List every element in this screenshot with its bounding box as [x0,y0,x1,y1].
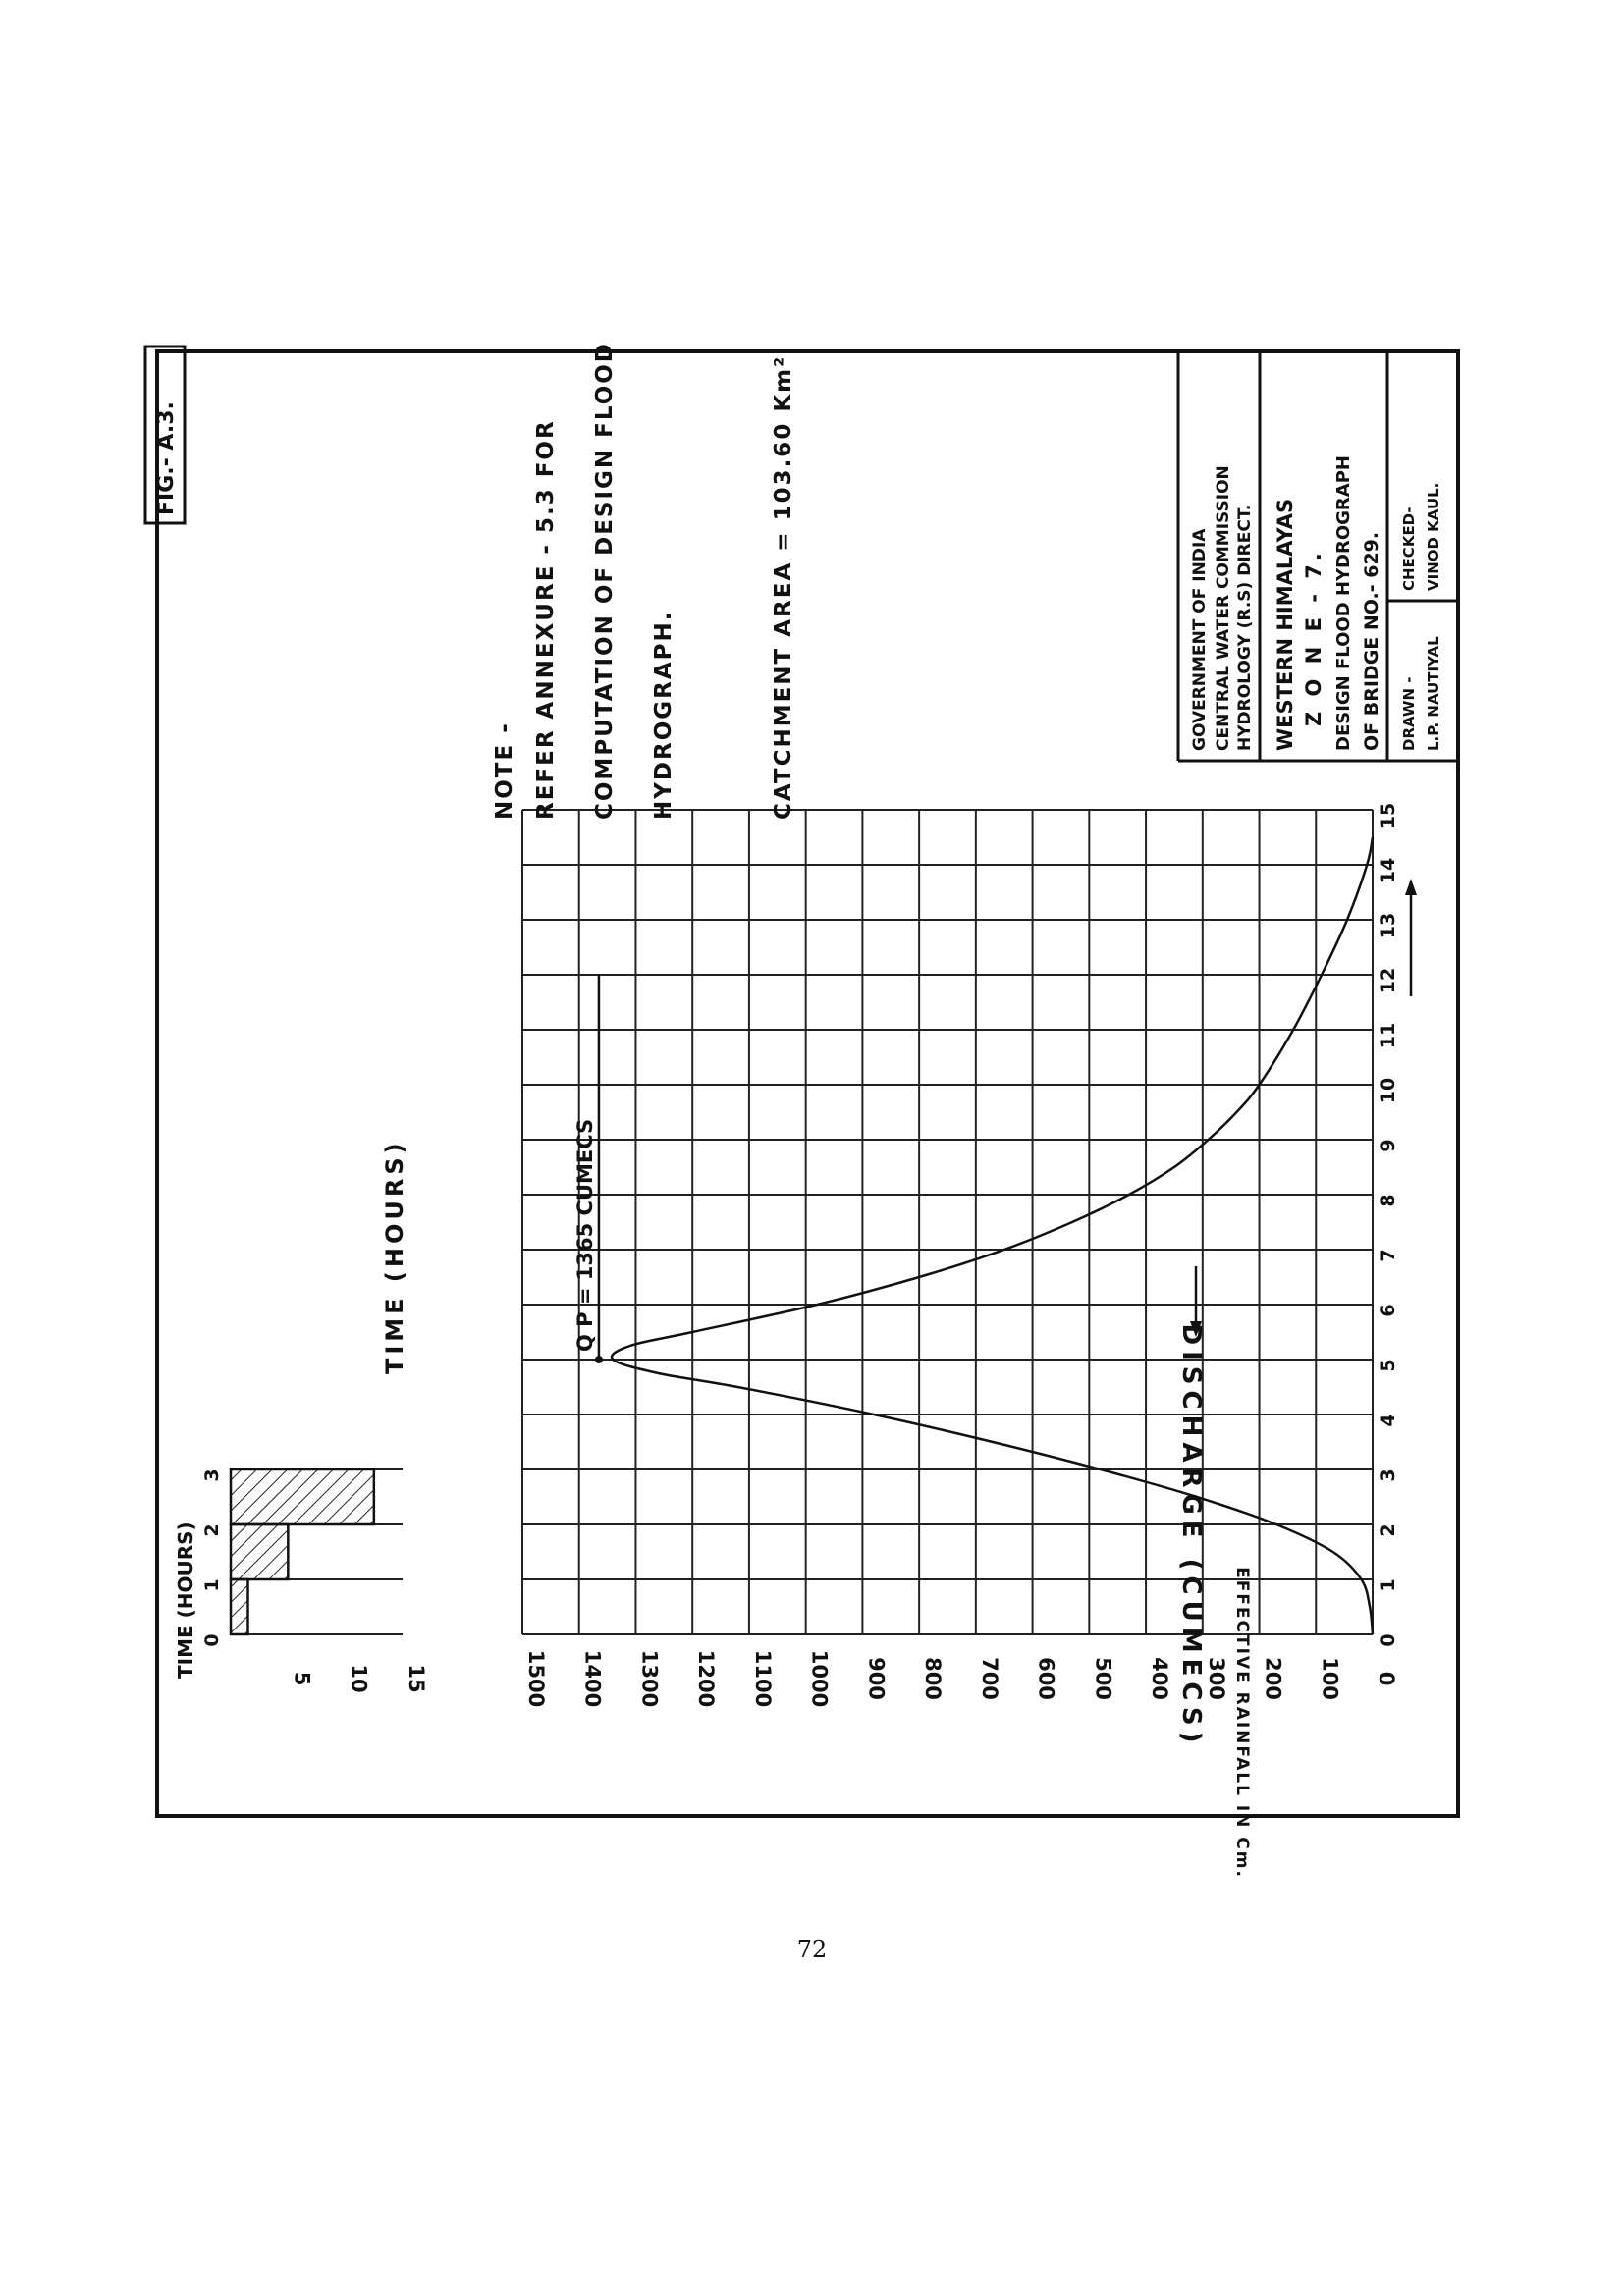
x-axis-title: TIME (HOURS) [381,1139,408,1374]
rainfall-axis-title: EFFECTIVE RAINFALL IN Cm. [1232,1567,1252,1879]
y-tick-label: 1200 [694,1649,719,1708]
catchment-area: CATCHMENT AREA = 103.60 Km² [771,354,796,820]
note-line-3: HYDROGRAPH. [651,610,677,820]
note-block [492,342,796,820]
x-tick-label: 7 [1378,1249,1399,1262]
y-tick-label: 800 [921,1657,946,1700]
rainfall-time-title: TIME (HOURS) [174,1522,197,1679]
x-tick-label: 11 [1378,1022,1399,1049]
x-tick-label: 14 [1378,857,1399,884]
org-commission: CENTRAL WATER COMMISSION [1214,465,1233,751]
rain-value-tick-label: 5 [290,1671,314,1686]
peak-annotation [573,975,603,1363]
rain-time-tick-label: 3 [201,1468,223,1482]
x-tick-label: 4 [1378,1414,1399,1427]
x-tick-label: 10 [1378,1077,1399,1104]
y-tick-label: 1500 [524,1649,548,1708]
subject-title: DESIGN FLOOD HYDROGRAPH [1333,455,1354,751]
y-tick-label: 1300 [637,1649,662,1708]
peak-label: Q P = 1365 CUMECS [572,1118,597,1352]
x-tick-label: 13 [1378,912,1399,939]
x-tick-label: 15 [1378,802,1399,829]
rainfall-bar [231,1469,374,1524]
figure-label: FIG.- A.3. [154,401,179,515]
org-directorate: HYDROLOGY (R.S) DIRECT. [1235,504,1255,751]
drawn-label: DRAWN - [1400,676,1418,751]
drawn-by: L.P. NAUTIYAL [1425,636,1442,751]
y-tick-label: 500 [1091,1657,1115,1700]
y-tick-label: 400 [1148,1657,1172,1700]
note-heading: NOTE - [492,721,517,820]
y-tick-label: 900 [864,1657,889,1700]
checked-label: CHECKED- [1400,507,1418,591]
y-tick-label: 1400 [580,1649,605,1708]
rainfall-bar [231,1524,288,1579]
rainfall-hyetograph [231,1469,403,1634]
y-tick-label: 1100 [750,1649,775,1708]
x-tick-label: 1 [1378,1578,1399,1592]
rainfall-bar [231,1579,248,1634]
y-tick-label: 200 [1261,1657,1285,1700]
y-axis-title: DISCHARGE (CUMECS) [1176,1323,1206,1749]
org-government: GOVERNMENT OF INDIA [1190,528,1210,751]
x-tick-label: 8 [1378,1194,1399,1207]
rain-time-tick-label: 0 [201,1633,223,1647]
checked-by: VINOD KAUL. [1425,482,1442,591]
zone-title: Z O N E - 7. [1302,549,1326,726]
y-tick-label: 300 [1204,1657,1228,1700]
x-tick-label: 5 [1378,1359,1399,1372]
rain-value-tick-label: 10 [347,1664,371,1693]
note-line-1: REFER ANNEXURE - 5.3 FOR [533,419,559,820]
page-number: 72 [796,1936,828,1963]
y-tick-label: 700 [977,1657,1001,1700]
x-tick-label: 3 [1378,1468,1399,1482]
y-tick-label: 1000 [807,1649,832,1708]
y-tick-label: 0 [1375,1671,1398,1686]
y-tick-label: 600 [1034,1657,1058,1700]
note-line-2: COMPUTATION OF DESIGN FLOOD [592,342,618,820]
rain-time-tick-label: 2 [201,1523,223,1537]
x-tick-label: 0 [1378,1633,1399,1647]
y-tick-label: 100 [1318,1657,1342,1700]
title-block [1178,351,1458,761]
rain-time-tick-label: 1 [201,1578,223,1592]
x-tick-label: 12 [1378,967,1399,994]
time-axis-arrowhead [1405,879,1417,895]
x-tick-label: 2 [1378,1523,1399,1537]
x-tick-label: 9 [1378,1139,1399,1152]
region-title: WESTERN HIMALAYAS [1273,498,1297,751]
chart-grid [522,810,1373,1634]
rain-value-tick-label: 15 [405,1664,428,1693]
x-tick-label: 6 [1378,1304,1399,1317]
bridge-number: OF BRIDGE NO.- 629. [1361,531,1382,751]
